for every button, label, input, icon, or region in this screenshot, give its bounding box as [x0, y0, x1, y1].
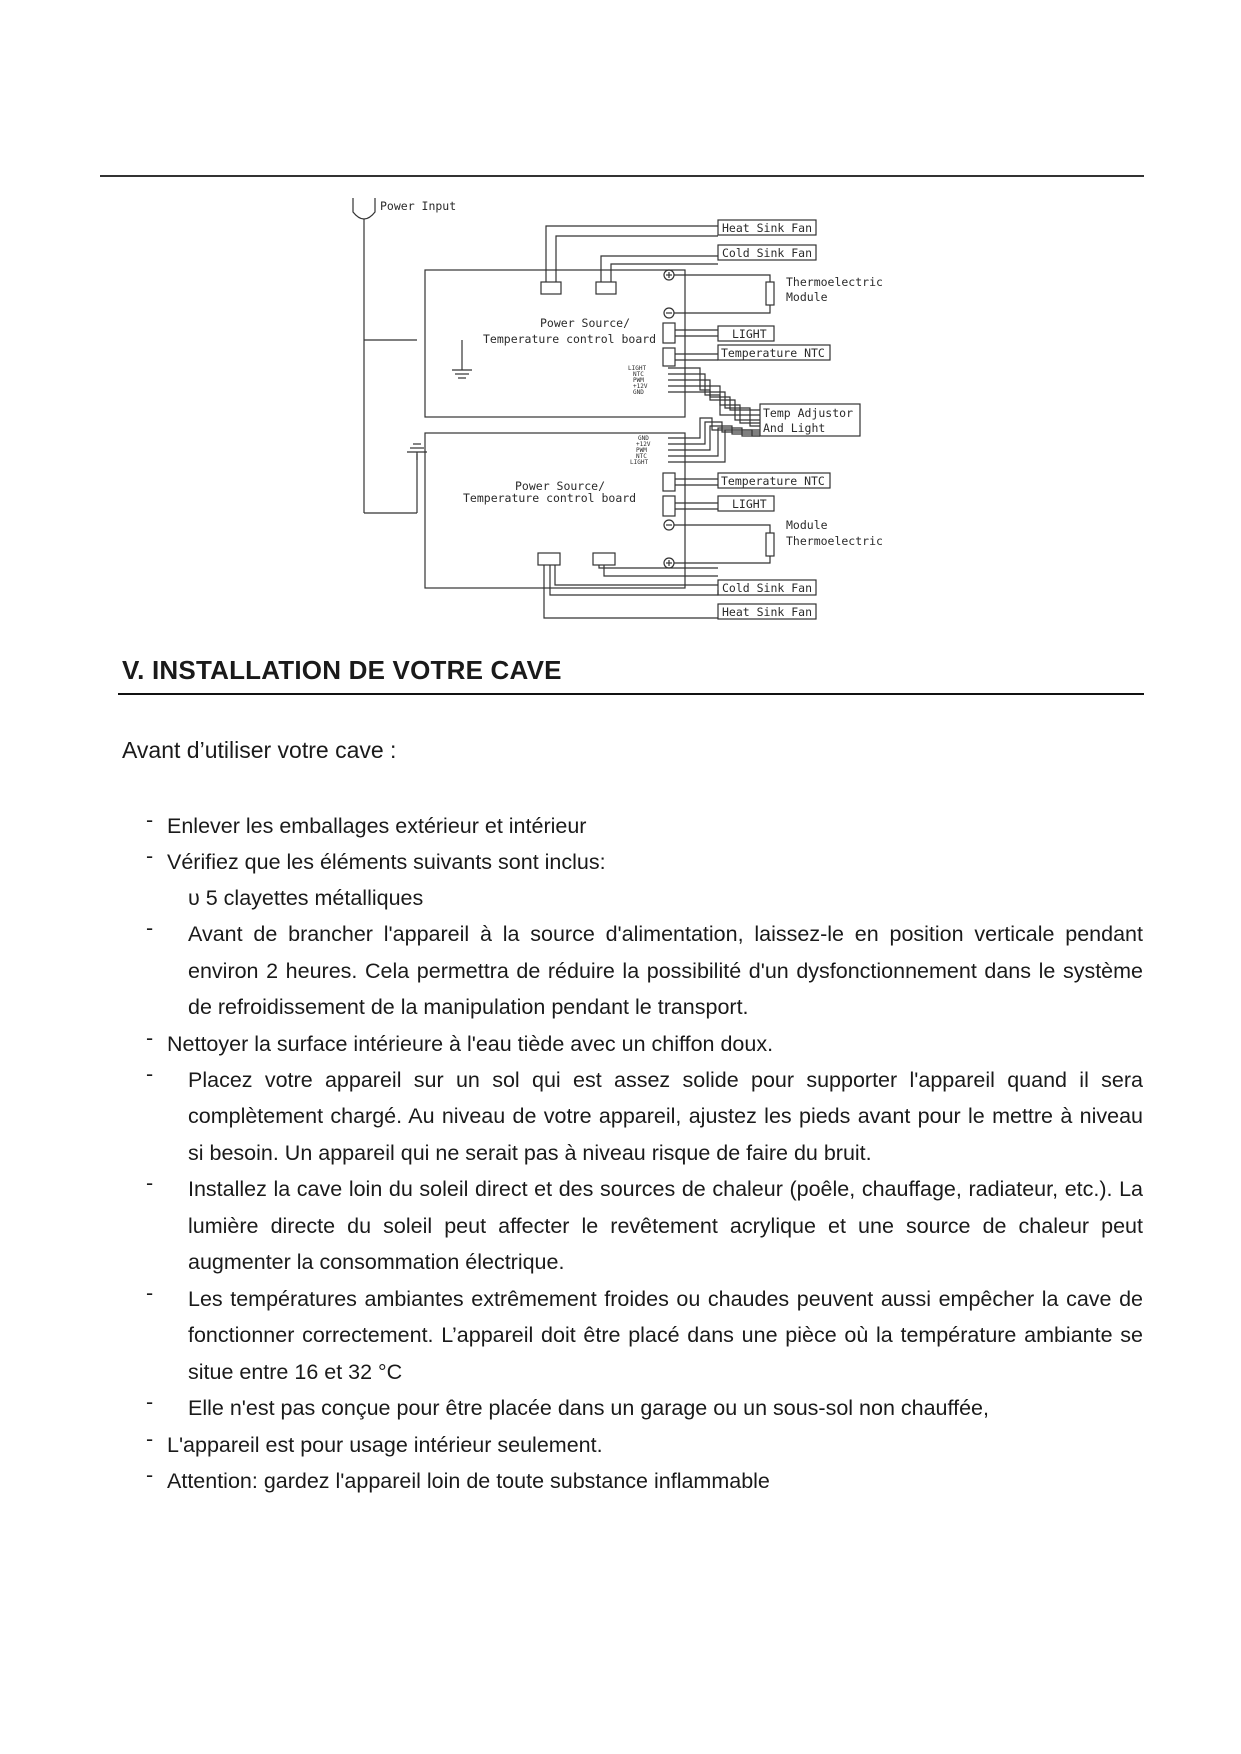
list-dash: - [146, 916, 154, 940]
list-item-text: Placez votre appareil sur un sol qui est assez solide pour supporter l'appareil quand il sera complètement chargé. Au niveau de votre appareil, ajustez les pieds avant pour le mettre à niveau si besoin. Un appareil qui ne serait pas à niveau risque de faire du bruit. [188, 1067, 1143, 1165]
list-dash: - [146, 844, 154, 868]
list-item [0, 808, 1241, 844]
thermo-label-top-2: Module [786, 290, 828, 304]
thermo-label-top-1: Thermoelectric [786, 275, 883, 289]
list-item-text: Nettoyer la surface intérieure à l'eau tiède avec un chiffon doux. [167, 1031, 774, 1056]
upsilon-bullet-icon: υ [188, 886, 200, 910]
list-item [0, 1062, 1241, 1172]
list-item [0, 1463, 1241, 1499]
upper-board-label-1: Power Source/ [540, 316, 631, 330]
intro-text: Avant d’utiliser votre cave : [122, 737, 397, 763]
upper-pin-label: GND [633, 389, 644, 396]
installation-list [0, 808, 1241, 1499]
list-item [0, 1390, 1241, 1427]
lower-board-label-1: Power Source/ [515, 479, 606, 493]
light-label-bottom: LIGHT [732, 497, 767, 511]
list-dash: - [146, 1061, 154, 1086]
section-title: V. INSTALLATION DE VOTRE CAVE [122, 655, 562, 685]
power-input-label: Power Input [380, 199, 457, 213]
list-dash: - [146, 1280, 154, 1305]
light-label-top: LIGHT [732, 327, 767, 341]
list-item [0, 916, 1241, 1026]
heat-sink-fan-label-bottom: Heat Sink Fan [722, 605, 813, 619]
upper-pin-label: +12V [633, 383, 648, 390]
lower-pin-label: +12V [636, 441, 651, 448]
temp-adjustor-label-2: And Light [763, 421, 826, 435]
list-item-text: L'appareil est pour usage intérieur seulement. [167, 1432, 603, 1457]
ntc-label-top: Temperature NTC [721, 346, 825, 360]
list-dash: - [146, 1171, 154, 1195]
list-dash: - [146, 1462, 154, 1487]
list-item-text: Les températures ambiantes extrêmement froides ou chaudes peuvent aussi empêcher la cave de fonctionner correctement. L’appareil doit être placé dans une pièce où la température ambiante se situe entre 16 et 32 °C [188, 1286, 1143, 1384]
list-item [0, 1281, 1241, 1391]
temp-adjustor-label-1: Temp Adjustor [763, 406, 854, 420]
lower-pin-label: LIGHT [630, 459, 649, 466]
upper-board-label-2: Temperature control board [483, 332, 657, 346]
ntc-label-bottom: Temperature NTC [721, 474, 825, 488]
list-item-text: Elle n'est pas conçue pour être placée dans un garage ou un sous-sol non chauffée, [188, 1396, 989, 1420]
cold-sink-fan-label-top: Cold Sink Fan [722, 246, 813, 260]
upper-pin-label: NTC [633, 371, 644, 378]
list-item [0, 844, 1241, 880]
cold-sink-fan-label-bottom: Cold Sink Fan [722, 581, 813, 595]
wiring-diagram [340, 190, 910, 645]
list-dash: - [146, 1025, 154, 1050]
list-item-text: Attention: gardez l'appareil loin de toute substance inflammable [167, 1468, 770, 1493]
lower-pin-label: NTC [636, 453, 647, 460]
list-dash: - [146, 808, 154, 832]
module-label-bottom-2: Thermoelectric [786, 534, 883, 548]
list-item-text: Enlever les emballages extérieur et intérieur [167, 814, 587, 838]
list-item [0, 1026, 1241, 1062]
title-rule [118, 693, 1144, 695]
list-item [0, 1427, 1241, 1463]
top-rule [100, 175, 1144, 177]
list-subitem-text: υ 5 clayettes métalliques [188, 886, 424, 910]
upper-pin-label: PWM [633, 377, 644, 384]
list-item-text: Avant de brancher l'appareil à la source d'alimentation, laissez-le en position verticale pendant environ 2 heures. Cela permettra de réduire la possibilité d'un dysfonctionnement dans le système de refroidissement de la manipulation pendant le transport. [188, 922, 1143, 1019]
list-item [0, 1171, 1241, 1281]
upper-pin-label: LIGHT [628, 365, 647, 372]
module-label-bottom-1: Module [786, 518, 828, 532]
wiring-diagram-svg [340, 190, 910, 645]
power-plug-icon [353, 198, 375, 219]
lower-pin-label: PWM [636, 447, 647, 454]
lower-pin-label: GND [638, 435, 649, 442]
list-dash: - [146, 1390, 154, 1414]
lower-board-label-2: Temperature control board [463, 491, 637, 505]
list-item-text: Installez la cave loin du soleil direct et des sources de chaleur (poêle, chauffage, radiateur, etc.). La lumière directe du soleil peut affecter le revêtement acrylique et une source de chaleur peut augmenter la consommation électrique. [188, 1177, 1143, 1274]
heat-sink-fan-label-top: Heat Sink Fan [722, 221, 813, 235]
list-dash: - [146, 1426, 154, 1451]
list-item-text: Vérifiez que les éléments suivants sont inclus: [167, 850, 606, 874]
list-subitem [0, 880, 1241, 916]
